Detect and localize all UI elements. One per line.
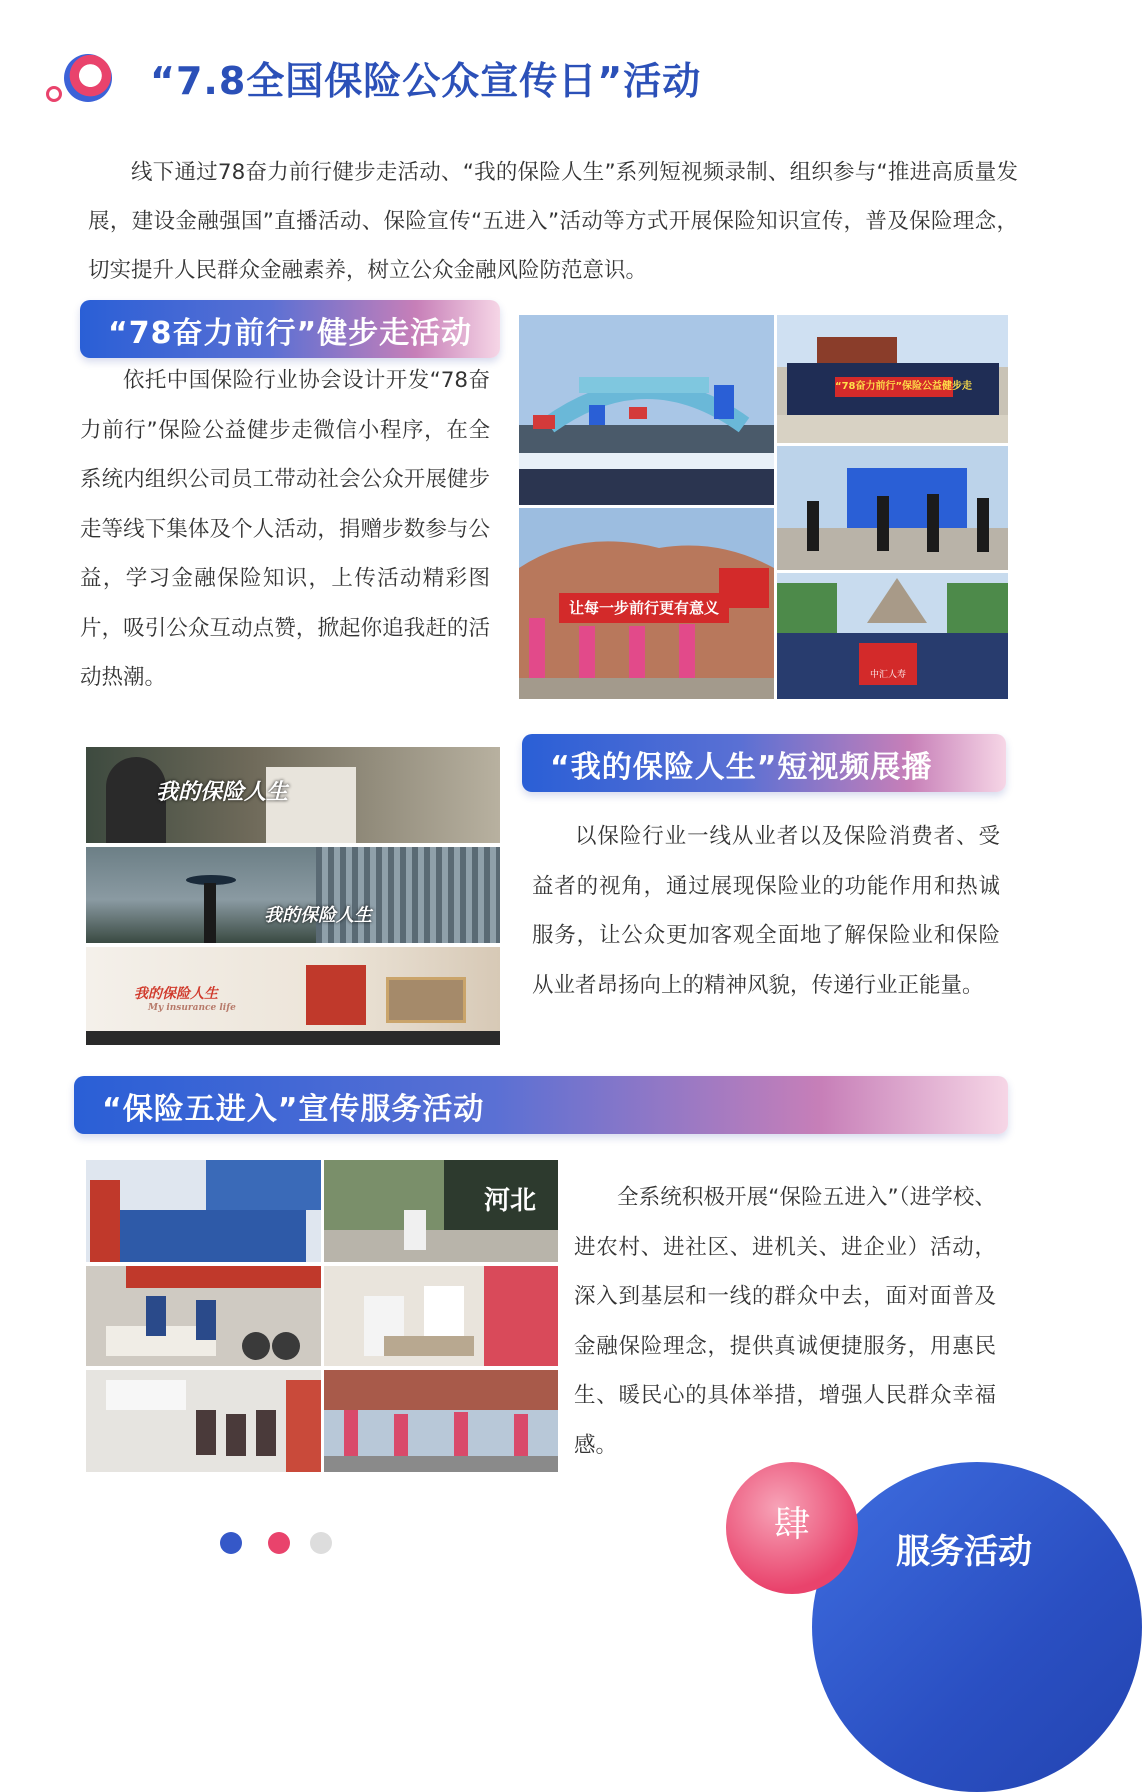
photo-five-in-hebei-sign: [324, 1160, 558, 1262]
section-walk-text: 依托中国保险行业协会设计开发“78奋力前行”保险公益健步走微信小程序，在全系统内组织公司员工带动社会公众开展健步走等线下集体及个人活动，捐赠步数参与公益，学习金融保险知识，上传活动精彩图片，吸引公众互动点赞，掀起你追我赶的活动热潮。: [80, 368, 490, 690]
walk-rock-banner: 让每一步前行更有意义: [568, 599, 719, 617]
header-logo: [46, 52, 116, 108]
video-title-3: 我的保险人生: [134, 986, 218, 1002]
video-subtitle: My insurance life: [148, 1003, 236, 1013]
footer-blue-circle: [812, 1462, 1142, 1792]
photo-walk-participants-tent: [777, 446, 1008, 570]
section-video-title: “我的保险人生”短视频展播: [550, 750, 933, 785]
section-walk-title: “78奋力前行”健步走活动: [108, 316, 473, 351]
photo-walk-statue-group: [777, 573, 1008, 699]
walk-brand-flag: 中汇人寿: [869, 670, 906, 680]
photo-walk-rock-group: [519, 508, 774, 699]
intro-paragraph: 线下通过78奋力前行健步走活动、“我的保险人生”系列短视频录制、组织参与“推进高质量发展，建设金融强国”直播活动、保险宣传“五进入”活动等方式开展保险知识宣传，普及保险理念，切实提升人民群众金融素养，树立公众金融风险防范意识。: [88, 160, 1018, 283]
photo-walk-group-banner: [777, 315, 1008, 443]
footer-page-char: 肆: [773, 1504, 810, 1545]
section-video-heading: [522, 734, 1006, 792]
pagination-dot-1[interactable]: [220, 1532, 242, 1554]
photo-five-in-community-desk: [86, 1266, 321, 1366]
photo-walk-start-arch: [519, 315, 774, 505]
pagination-dot-2[interactable]: [268, 1532, 290, 1554]
footer-page-badge: [726, 1462, 858, 1594]
video-title-1: 我的保险人生: [156, 779, 289, 805]
hebei-sign-text: 河北: [484, 1186, 537, 1216]
walk-banner-caption: “78奋力前行”保险公益健步走: [835, 381, 973, 392]
section-five-in-text: 全系统积极开展“保险五进入”（进学校、进农村、进社区、进机关、进企业）活动，深入到基层和一线的群众中去，面对面普及金融保险理念，提供真诚便捷服务，用惠民生、暖民心的具体举措，增强人民群众幸福感。: [574, 1185, 996, 1458]
footer-section-tag: 服务活动: [896, 1532, 1032, 1572]
photo-five-in-consultation: [324, 1266, 558, 1366]
video-frame-2: [86, 847, 500, 943]
photo-five-in-meeting-room: [86, 1370, 321, 1472]
section-five-in-title: “保险五进入”宣传服务活动: [102, 1092, 485, 1127]
logo-ring-large: [64, 54, 112, 102]
pagination-dot-3[interactable]: [310, 1532, 332, 1554]
section-walk-heading: [80, 300, 500, 358]
photo-five-in-classroom: [86, 1160, 321, 1262]
page-title: “7.8全国保险公众宣传日”活动: [150, 59, 702, 103]
video-frame-3: [86, 947, 500, 1045]
section-five-in-heading: [74, 1076, 1008, 1134]
photo-five-in-outdoor-crowd: [324, 1370, 558, 1472]
video-title-2: 我的保险人生: [264, 905, 372, 926]
video-frame-1: [86, 747, 500, 843]
section-video-text: 以保险行业一线从业者以及保险消费者、受益者的视角，通过展现保险业的功能作用和热诚服务，让公众更加客观全面地了解保险业和保险从业者昂扬向上的精神风貌，传递行业正能量。: [532, 824, 1000, 998]
logo-ring-small: [46, 86, 62, 102]
